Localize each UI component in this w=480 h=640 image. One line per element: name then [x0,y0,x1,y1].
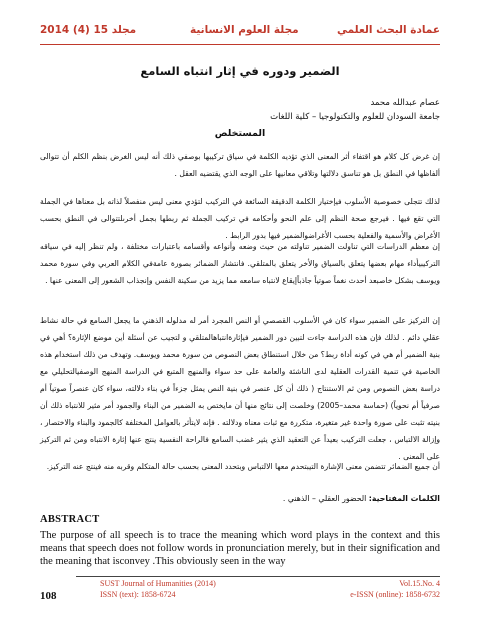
footer-eissn: e-ISSN (online): 1858-6732 [350,590,440,599]
footer-volume: Vol.15.No. 4 [399,579,440,588]
author-affiliation: جامعة السودان للعلوم والتكنولوجيا – كلية اللغات [270,112,440,122]
header-volume: مجلد 15 (4) 2014 [40,24,137,36]
footer-issn: ISSN (text): 1858-6724 [100,590,176,599]
author-name: عصام عبدالله محمد [370,98,440,108]
header-journal-name: مجلة العلوم الانسانية [190,24,299,36]
abstract-paragraph-1: إن غرض كل كلام هو اقتفاء أثر المعنى الذي تؤديه الكلمة في سياق تركيبها بوصفي ذلك أنه ليس الغرض بنظم الكلم أن تتوالى ألفاظها في النطق بل هو تناسق دلالتها وتلاقي معانيها على الوجه الذي يقتضيه العقل . [40,152,440,178]
paper-title: الضمير ودوره في إثار انتباه السامع [140,64,340,78]
english-abstract-text: The purpose of all speech is to trace the meaning which word plays in the context and this means that speech does not follow words in pronunciation merely, but in their signification and the meaning that isconvey .This obviously seen in the way [40,530,440,567]
keywords-value: الحضور العقلي – الذهني . [282,494,367,503]
keywords-line [40,494,440,503]
journal-header [40,24,440,42]
abstract-paragraph-5: أن جميع الضمائر تتضمن معنى الإشارة التيبتحدم معها الالتباس وبتحدد المعنى بحسب حالة المتكلم وقربه منه فينتج عنه التركيز. [46,462,440,471]
footer-divider [76,576,440,577]
footer-journal: SUST Journal of Humanities (2014) [100,579,216,588]
abstract-paragraph-3: إن معظم الدراسات التي تناولت الضمير تناولته من حيث وضعه وأنواعه وأقسامه باعتبارات مختلفة ، ولم تنظر إليه في سياقه التركيبيأداء مهام بعضها يتعلق بالسياق والأخر يتعلق بالمتلقي. فانتشار الضمائر بصورة عامةفي الكلام العربي وفي سورة محمد ويوسف بشكل خاصبعد أحدث نغماً صوتياً جاذباًإيقاع لانتباه سامعه مما يزيد من سكينة النفس وإنجذاب الشعور إلى المعنى عنها . [40,242,440,285]
english-abstract-heading: ABSTRACT [40,514,100,525]
footer-left [100,578,216,600]
header-divider [40,44,440,45]
footer-right [350,578,440,600]
abstract-paragraph-2: لذلك تتجلى خصوصية الأسلوب فيإختيار الكلمة الدقيقة السائغة في التركيب لتؤدي معنى ليس منفصلاً لذاته بل معناها في الجملة التي تقع فيها . فيرجع صحة النظم إلى علم النحو وأحكامه في تركيب الجملة ثم ربطها بجمل أخرىلتتوالى في النطق بحسب الأغراض والأسمية والفعلية بحسب الأغراضوالضمير فيها بدور الرابط . [40,197,440,240]
abstract-heading: المستخلص [214,128,266,139]
abstract-paragraph-4: إن التركيز على الضمير سواء كان في الأسلوب القصصي أو النص المجرد أمر له مدلوله الذهني ما يجعل السامع في حالة نشاط عقلي دائم . لذلك فإن هذه الدراسة جاءت لتبين دور الضمير فيإثارةانتباهالمتلقي و لتجيب عن أسئلة أين موضع الإثارة؟ أهي في بنية الضمير أم هي في كونه أداة ربط؟ من خلال استنطاق بعض النصوص من سورة محمد ويوسف. وتهدف من ذلك استخدام هذه الخاصية في تنمية القدرات العقلية لدى الناشئة والعامة على حد سواء والمنهج المتبع في الدراسة المنهج الوصفيالتحليلي مع دراسة بعض النصوص ومن ثم الاستنتاج ( ذلك أن كل عنصر في بنية النص يمثل جزءاً في بناء دلالته، سواء كان عنصراً صوتياً أم صرفياً أم نحوياً) (حماسة محمد–2005) وخلصت إلى نتائج منها أن مايختص به الضمير من البناء والجمود أمر مثير للانتباه ذلك أن بنيته تثبت على صورة واحدة غير متغيرة، متكررة مع ثبات معناه ودلالته . فإنه لايتأثر بالعوامل المختلفة كالجمود والبناء والاختصار ، وإزالة الالتباس ، جعلت التركيب بعيداً عن التعقيد الذي يثير غضب السامع فالراحة النفسية ينتج عنها إثارة الانتباه ومن ثم التركيز على المعنى . [40,316,440,461]
keywords-label: الكلمات المفتاحية: [368,494,440,503]
header-deanship: عمادة البحث العلمي [337,24,440,36]
page-number: 108 [40,590,57,602]
